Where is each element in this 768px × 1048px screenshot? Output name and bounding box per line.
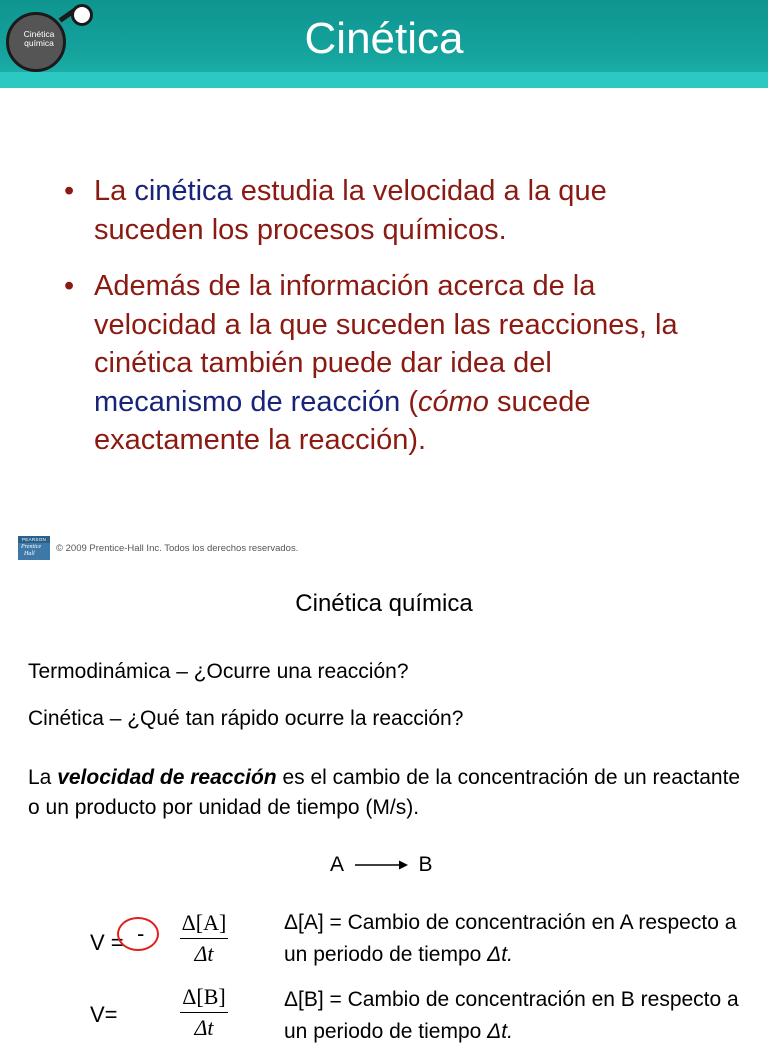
kinetics-line: Cinética – ¿Qué tan rápido ocurre la reacción? [28,707,464,730]
eq1-fraction [176,910,232,967]
eq1-description: Δ[A] = Cambio de concentración en A respecto a un periodo de tiempo Δt. [284,911,737,966]
eq1-numerator: Δ[A] [181,910,227,935]
eq2-label: V= [90,1002,118,1027]
title-band-stripe [0,72,768,88]
bullet-text: sucede exactamente la reacción). [94,385,591,456]
bullet-item [62,267,702,460]
bullet-text: La [94,175,135,207]
eq2-denominator: Δt [194,1015,214,1040]
bullet-text: cómo [417,385,489,418]
bullet-text: estudia la velocidad a la que suceden los procesos químicos. [94,175,607,246]
slide-title: Cinética [304,14,464,63]
thermo-line: Termodinámica – ¿Ocurre una reacción? [28,660,409,683]
bullet-text: ( [400,385,418,418]
keyword-text: mecanismo de reacción [94,385,401,418]
copyright-text: © 2009 Prentice-Hall Inc. Todos los derechos reservados. [56,543,299,554]
bullet-dot-icon: • [64,175,75,207]
eq2-fraction [176,984,232,1041]
reactant-a: A [330,853,343,876]
bullet-text: Además de la información acerca de la velocidad a la que suceden las reacciones, la cinética también puede dar idea del [94,270,678,379]
reaction-a-to-b [330,853,433,877]
eq2-numerator: Δ[B] [182,984,226,1009]
footer [18,536,518,562]
eq2-description: Δ[B] = Cambio de concentración en B respecto a un periodo de tiempo Δt. [284,988,739,1043]
product-b: B [418,853,433,876]
eq1-denominator: Δt [194,941,214,966]
bullet-dot-icon: • [64,270,75,302]
eq1-minus-sign: - [137,921,145,946]
eq1-label: V = [90,930,124,955]
slide2-title: Cinética química [295,590,473,617]
logo-label: Cinética química [23,29,55,48]
slide-cinetica-quimica [0,580,768,1043]
rate-definition: La velocidad de reacción es el cambio de la concentración de un reactante o un producto por unidad de tiempo (M/s). [28,766,741,819]
keyword-text: cinética [134,175,233,207]
reaction-arrow-icon [353,858,409,872]
pearson-logo-icon: PEARSON Prentice Hall [18,536,50,560]
bullet-list [62,172,702,478]
bullet-item [62,172,702,249]
